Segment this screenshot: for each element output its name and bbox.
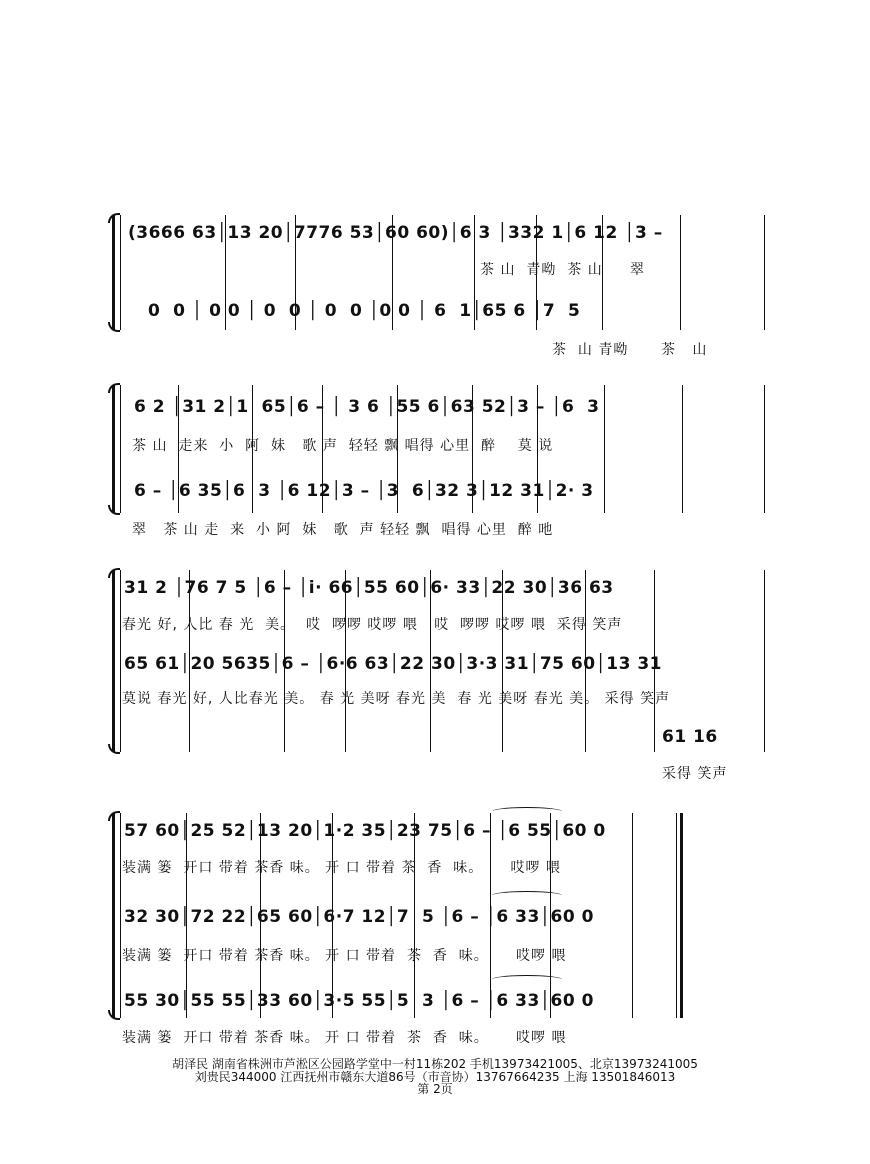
notes-row: 6 – │6 35│6 3 │6 12│3 – │3 6│32 3│12 31│2· 3 <box>134 481 594 501</box>
lyrics-row: 装满 篓 开口 带着 茶香 味。 开 口 带着 茶 香 味。 哎啰 喂 <box>122 1030 567 1046</box>
lyrics-row: 莫说 春光 好, 人比春光 美。 春 光 美呀 春光 美 春 光 美呀 春光 美。 采得 笑声 <box>122 691 671 707</box>
lyrics-row: 装满 篓 开口 带着 茶香 味。 开 口 带着 茶 香 味。 哎啰 喂 <box>122 860 562 876</box>
notes-row: 65 61│20 5635│6 – │6·6 63│22 30│3·3 31│75 60│13 31 <box>124 654 663 674</box>
notes-row: 61 16 <box>662 727 718 747</box>
footer-contact-line-2: 刘贵民344000 江西抚州市赣东大道86号（市音协）13767664235 上海 13501846013 <box>194 1070 676 1084</box>
notes-row: (3666 63│13 20│7776 53│60 60)│6 3 │332 1│6 12 │3 – <box>128 223 663 243</box>
notes-row: 55 30│55 55│33 60│3·5 55│5 3 │6 – │6 33│60 0 <box>124 991 594 1011</box>
lyrics-row: 采得 笑声 <box>662 766 728 782</box>
lyrics-row: 茶 山 青呦 茶 山 翠 <box>480 262 645 278</box>
footer-contact-line-1: 胡泽民 湖南省株洲市芦淞区公园路学堂中一村11栋202 手机13973421005、北京13973241005 <box>172 1057 698 1071</box>
notes-row: 0 0 │ 0 0 │ 0 0 │ 0 0 │0 0 │ 6 1│65 6 │7 5 <box>148 301 581 321</box>
tie-mark <box>492 975 562 984</box>
lyrics-row: 翠 茶 山 走 来 小 阿 妹 歌 声 轻轻 飘 唱得 心里 醉 吔 <box>132 522 554 538</box>
notes-row: 31 2 │76 7 5 │6 – │i· 66│55 60│6· 33│22 30│36 63 <box>124 578 614 598</box>
lyrics-row: 茶 山 走来 小 阿 妹 歌 声 轻轻 飘 唱得 心里 醉 莫 说 <box>132 438 554 454</box>
tie-mark <box>492 807 562 816</box>
score-system-3 <box>112 570 766 782</box>
notes-row: 6 2 │31 2│1 65│6 – │ 3 6 │55 6│63 52│3 – │6 3 <box>134 397 600 417</box>
score-system-1 <box>112 215 766 358</box>
notes-row: 32 30│72 22│65 60│6·7 12│7 5 │6 – │6 33│60 0 <box>124 907 594 927</box>
lyrics-row: 装满 篓 开口 带着 茶香 味。 开 口 带着 茶 香 味。 哎啰 喂 <box>122 948 567 964</box>
lyrics-row: 茶 山 青呦 茶 山 <box>552 342 708 358</box>
tie-mark <box>492 891 562 900</box>
notes-row: 57 60│25 52│13 20│1·2 35│23 75│6 – │6 55│60 0 <box>124 821 606 841</box>
page-number: 第 2页 <box>417 1082 453 1096</box>
score-system-4 <box>112 813 684 1046</box>
lyrics-row: 春光 好, 人比 春 光 美。 哎 啰啰 哎啰 喂 哎 啰啰 哎啰 喂 采得 笑声 <box>122 617 623 633</box>
score-system-2 <box>112 385 766 538</box>
